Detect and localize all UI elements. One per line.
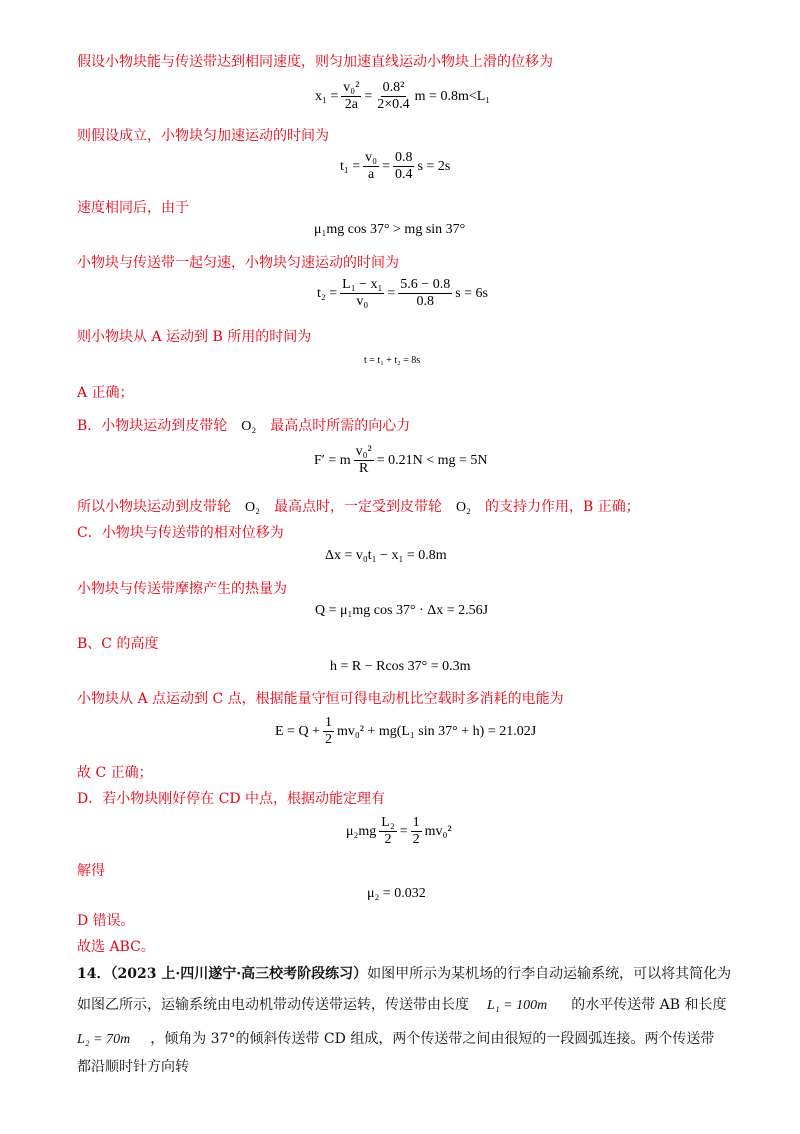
text-line: B、C 的高度 — [77, 636, 159, 652]
numerator: 0.8 — [393, 150, 415, 167]
equation-energy — [275, 715, 536, 748]
eq-text: = — [387, 285, 396, 301]
text-line: 速度相同后，由于 — [77, 200, 189, 216]
fraction — [363, 150, 379, 183]
fraction — [341, 80, 361, 113]
fraction — [340, 277, 384, 310]
fraction — [411, 815, 422, 848]
inline-formula: L₂ = 70m — [77, 1032, 131, 1047]
text-segment: 最高点时，一定受到皮带轮 — [274, 499, 442, 515]
eq-text: t₁ = — [340, 158, 361, 174]
numerator: 5.6 − 0.8 — [398, 277, 452, 294]
eq-text: F′ = m — [314, 452, 351, 468]
denominator: 2 — [324, 732, 332, 748]
eq-text: = 0.21N < mg = 5N — [376, 452, 488, 468]
question-14-line3 — [77, 1030, 714, 1049]
text-segment: B．小物块运动到皮带轮 — [77, 418, 228, 434]
denominator: 2 — [384, 832, 392, 848]
text-line: 小物块从 A 点运动到 C 点，根据能量守恒可得电动机比空载时多消耗的电能为 — [77, 691, 564, 707]
eq-text: Q = μ₁mg cos 37° · Δx = 2.56J — [315, 603, 489, 618]
denominator: v₀ — [356, 294, 369, 310]
equation-time2 — [317, 277, 488, 310]
numerator: L₂ — [379, 815, 396, 832]
numerator: L₁ − x₁ — [340, 277, 384, 294]
text-line: D．若小物块刚好停在 CD 中点，根据动能定理有 — [77, 791, 386, 807]
text-line: 解得 — [77, 863, 105, 879]
numerator: v₀ — [363, 150, 379, 167]
equation-condition — [314, 222, 465, 238]
text-line — [77, 498, 640, 517]
equation-heat — [315, 603, 488, 619]
equation-relative-displacement — [325, 548, 447, 564]
fraction — [323, 715, 334, 748]
question-14-line4: 都沿顺时针方向转 — [77, 1059, 189, 1075]
eq-text: h = R − Rcos 37° = 0.3m — [330, 659, 471, 674]
denominator: 2×0.4 — [377, 97, 410, 113]
text-line: C．小物块与传送带的相对位移为 — [77, 525, 284, 541]
equation-total-time — [364, 355, 420, 366]
text-segment: 最高点时所需的向心力 — [270, 418, 411, 434]
eq-text: μ₁mg cos 37° > mg sin 37° — [314, 222, 466, 237]
equation-centripetal — [314, 444, 488, 477]
text-segment: 的水平传送带 AB 和长度 — [571, 997, 727, 1013]
text-segment: 如图甲所示为某机场的行李自动运输系统，可以将其简化为 — [367, 966, 732, 982]
question-14-line1 — [77, 965, 731, 983]
pulley-symbol: O₂ — [245, 500, 260, 515]
numerator: v₀² — [341, 80, 361, 97]
denominator: 0.4 — [394, 167, 413, 183]
text-line — [77, 417, 410, 436]
fraction — [379, 815, 396, 848]
numerator: v₀² — [354, 444, 374, 461]
fraction — [354, 444, 374, 477]
eq-text: x₁ = — [315, 88, 339, 104]
eq-text: μ₂mg — [346, 823, 377, 839]
fraction — [398, 277, 452, 310]
eq-text: t₂ = — [317, 285, 338, 301]
question-number: 14． — [77, 966, 111, 982]
eq-text: Δx = v₀t₁ − x₁ = 0.8m — [325, 548, 447, 563]
eq-text: mv₀² — [424, 823, 452, 839]
eq-text: t = t₁ + t₂ = 8s — [364, 355, 421, 366]
denominator: 0.8 — [416, 294, 434, 310]
numerator: 0.8² — [381, 80, 407, 97]
text-segment: ，倾角为 37°的倾斜传送带 CD 组成，两个传送带之间由很短的一段圆弧连接。两个传送带 — [150, 1031, 715, 1047]
question-source: （2023 上·四川遂宁·高三校考阶段练习） — [110, 966, 368, 982]
eq-text: mv₀² + mg(L₁ sin 37° + h) = 21.02J — [336, 723, 537, 739]
equation-kinetic — [346, 815, 452, 848]
text-line: D 错误。 — [77, 913, 135, 929]
eq-text: = — [399, 823, 408, 839]
denominator: 2 — [412, 832, 420, 848]
equation-time1 — [340, 150, 450, 183]
equation-displacement — [315, 80, 490, 113]
eq-text: = — [364, 88, 373, 104]
equation-mu2 — [367, 886, 426, 902]
numerator: 1 — [411, 815, 422, 832]
fraction — [393, 150, 415, 183]
text-line: 则假设成立，小物块匀加速运动的时间为 — [77, 128, 329, 144]
text-line: A 正确； — [77, 385, 134, 401]
text-line: 假设小物块能与传送带达到相同速度，则匀加速直线运动小物块上滑的位移为 — [77, 54, 553, 70]
text-segment: 的支持力作用，B 正确； — [485, 499, 640, 515]
equation-height — [330, 659, 471, 675]
eq-text: = — [382, 158, 390, 174]
text-line: 故 C 正确； — [77, 765, 153, 781]
inline-formula: L₁ = 100m — [487, 998, 548, 1013]
eq-text: s = 2s — [417, 158, 451, 174]
text-segment: 如图乙所示，运输系统由电动机带动传送带运转，传送带由长度 — [77, 997, 469, 1013]
fraction — [375, 80, 411, 113]
eq-text: s = 6s — [455, 285, 488, 301]
eq-text: m = 0.8m<L₁ — [414, 88, 491, 104]
denominator: R — [359, 461, 369, 477]
text-line: 小物块与传送带一起匀速，小物块匀速运动的时间为 — [77, 255, 399, 271]
denominator: a — [368, 167, 375, 183]
text-segment: 所以小物块运动到皮带轮 — [77, 499, 231, 515]
numerator: 1 — [323, 715, 334, 732]
text-line: 则小物块从 A 运动到 B 所用的时间为 — [77, 329, 312, 345]
eq-text: E = Q + — [275, 723, 320, 739]
text-line: 故选 ABC。 — [77, 939, 155, 955]
pulley-symbol: O₂ — [456, 500, 471, 515]
denominator: 2a — [344, 97, 358, 113]
eq-text: μ₂ = 0.032 — [367, 886, 426, 901]
question-14-line2 — [77, 996, 727, 1015]
pulley-symbol: O₂ — [241, 419, 257, 434]
text-line: 小物块与传送带摩擦产生的热量为 — [77, 581, 287, 597]
